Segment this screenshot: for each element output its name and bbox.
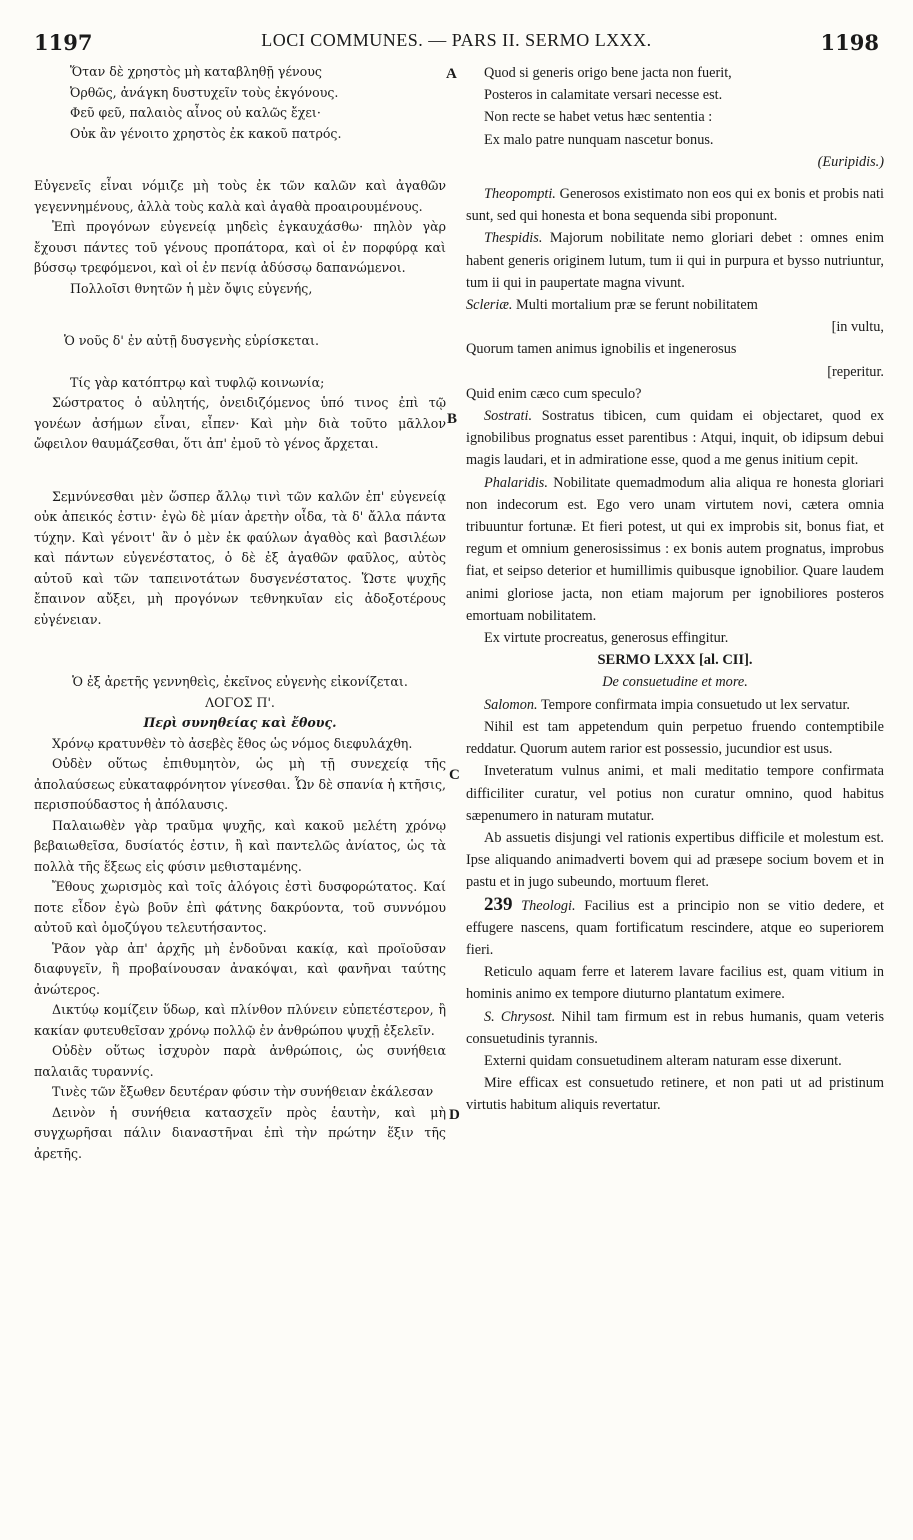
greek-paragraph: Τινὲς τῶν ἔξωθεν δευτέραν φύσιν τὴν συνήθειαν ἐκάλεσαν [52,1084,434,1099]
quid-line: Τίς γὰρ κατόπτρῳ καὶ τυφλῷ κοινωνία; [70,374,325,390]
sermo-heading: SERMO LXXX [al. CII]. [597,652,753,669]
author-label: Theologi. [521,897,576,914]
greek-paragraph: Ἔθους χωρισμὸς καὶ τοῖς ἀλόγοις ἐστὶ δυσφορώτατος. Καί ποτε εἶδον ἐγὼ βοῦν ἐπὶ φάτνης δακρύοντα, τοῦ συννόμου αὐτοῦ καὶ ὁμοζύγου τελευτήσαντος. [34,879,446,935]
running-title: LOCI COMMUNES. — PARS II. SERMO LXXX. [261,30,652,50]
verse-continuation: [reperitur. [827,363,884,380]
page-header [34,30,879,60]
verse-line: Ὅταν δὲ χρηστὸς μὴ καταβληθῇ γένους [70,64,322,79]
passage-text: Nihil tam firmum est in rebus humanis, quam veteris consuetudinis tyrannis. [466,1008,885,1047]
verse-line: Non recte se habet vetus hæc sententia : [484,109,713,126]
author-label: Scleriæ. [466,297,513,314]
section-marker-d: D [449,1107,460,1123]
passage-text: Tempore confirmata impia consuetudo ut lex servatur. [537,696,851,713]
scleriae-verse-2: Quorum tamen animus ignobilis et ingenerosus [466,341,737,358]
passage-text: Facilius est a principio non se vitio dedere, et effugere nascens, quam fortificatum rescindere, atque eo superiorem fieri. [466,897,884,958]
greek-paragraph: Δικτύῳ κομίζειν ὕδωρ, καὶ πλίνθον πλύνειν εὐπετέστερον, ἢ κακίαν φυτευθεῖσαν χρόνῳ πολλῷ ἐν ἀνθρώπου ψυχῇ ἐξελεῖν. [34,1002,446,1038]
scleriae-passage [466,294,884,316]
latin-paragraph: Inveteratum vulnus animi, et mali meditatio tempore confirmata difficiliter curatur, vel potius non curatur omnino, quod habitus sæpenumero in naturam mutatur. [466,763,884,824]
author-label: Sostrati. [484,408,533,425]
right-page-number: 1198 [820,30,879,55]
sermo-subheading: De consuetudine et more. [602,674,748,691]
phalaridis-passage: Σεμνύνεσθαι μὲν ὥσπερ ἄλλῳ τινὶ τῶν καλῶν ἐπ' εὐγενείᾳ οὐκ ἀπεικός ἐστιν· ἐγὼ δὲ μίαν ἀρετὴν οἶδα, τὰ δ' ἄλλα πάντα τύχην. Καὶ γένοιτ' ἂν ὁ μὲν ἐκ φαύλων ἀγαθὸς καὶ βασιλέων καὶ πάντων εὐγενέστατος, ὁ δὲ ἐξ ἀγαθῶν φαῦλος, αὐτὸς αὑτοῦ καὶ τῶν ταπεινοτάτων δυσγενέστατος. Ὥστε ψυχῆς ἔπαινον αὔξει, μὴ προγόνων τεθνηκυῖαν εἰς ἀδοξοτέρους εὐγένειαν. [34,488,446,627]
verse-line: Quod si generis origo bene jacta non fuerit, [484,65,732,81]
latin-paragraph: Mire efficax est consuetudo retinere, et non pati ut ad pristinum virtutis habitum aliquis revertatur. [466,1075,884,1114]
greek-paragraph: Παλαιωθὲν γὰρ τραῦμα ψυχῆς, καὶ κακοῦ μελέτη χρόνῳ βεβαιωθεῖσα, δυσίατός ἐστιν, ἢ καὶ παντελῶς ἀνίατος, ὡς τὰ πολλὰ τῆς ἕξεως εἰς φύσιν μεθισταμένης. [34,817,446,874]
thespidis-passage [466,227,884,294]
passage-text: Majorum nobilitate nemo gloriari debet : omnes enim habent generis originem lutum, tum ii qui in purpura et bysso nutriuntur, tum ii qui in paupertate magna vivunt. [466,230,884,291]
latin-paragraph [466,694,884,716]
passage-text: Sostratus tibicen, cum quidam ei objectaret, quod ex ignobilibus prognatus esset parentibus : Atqui, inquit, ob idipsum debui magis laudari, et in admiratione esse, quod a me genus initium cepit. [466,408,884,469]
theopompi-passage: Εὐγενεῖς εἶναι νόμιζε μὴ τοὺς ἐκ τῶν καλῶν καὶ ἀγαθῶν γεγεννημένους, ἀλλὰ τοὺς καλὰ καὶ ἀγαθὰ προαιρουμένους. [34,178,446,214]
theopompi-passage [466,183,884,227]
latin-paragraph [466,1006,884,1050]
sostrati-passage: Σώστρατος ὁ αὐλητής, ὀνειδιζόμενος ὑπό τινος ἐπὶ τῷ γονέων ἀσήμων εἶναι, εἶπεν· Καὶ μὴν διὰ τοῦτο μᾶλλον ὤφειλον θαυμάζεσθαι, ὅτι ἀπ' ἐμοῦ τὸ γένος ἄρχεται. [34,395,446,451]
latin-paragraph: Ab assuetis disjungi vel rationis expertibus difficile et molestum est. Ipse aliquando animadverti bovem qui ad præsepe socium bovem et in pastu et in jugo subeundo, mortuum fleret. [466,829,884,891]
greek-paragraph: Οὐδὲν οὕτως ἰσχυρὸν παρὰ ἀνθρώποις, ὡς συνήθεια παλαιᾶς τυραννίς. [34,1043,446,1079]
greek-paragraph: Χρόνῳ κρατυνθὲν τὸ ἀσεβὲς ἔθος ὡς νόμος διεφυλάχθη. [52,735,413,751]
quid-line: Quid enim cæco cum speculo? [466,385,642,402]
latin-column [466,62,884,1117]
verse-line: Οὐκ ἂν γένοιτο χρηστὸς ἐκ κακοῦ πατρός. [70,125,342,141]
latin-paragraph: Externi quidam consuetudinem alteram naturam esse dixerunt. [484,1052,842,1069]
greek-column [34,62,446,1164]
verse-line: Φεῦ φεῦ, παλαιὸς αἶνος οὐ καλῶς ἔχει· [70,105,321,120]
author-label: Salomon. [484,696,538,713]
scleriae-verse-2: Ὁ νοῦς δ' ἐν αὐτῇ δυσγενὴς εὑρίσκεται. [64,333,319,348]
sostrati-passage [466,405,884,472]
scleriae-verse-1: Πολλοῖσι θνητῶν ἡ μὲν ὄψις εὐγενής, [70,280,313,296]
verse-continuation: [in vultu, [831,319,884,336]
logos-subheading: Περὶ συνηθείας καὶ ἔθους. [143,715,337,730]
thespidis-passage: Ἐπὶ προγόνων εὐγενείᾳ μηδεὶς ἐγκαυχάσθω· πηλὸν γὰρ ἔχουσι πάντες τοῦ γένους προπάτορα, καὶ οἱ ἐν πορφύρᾳ καὶ βύσσῳ τρεφόμενοι, καὶ οἱ ἐν πενίᾳ ἀδύσσῳ δαπανώμενοι. [34,219,446,275]
greek-paragraph: Δεινὸν ἡ συνήθεια κατασχεῖν πρὸς ἑαυτὴν, καὶ μὴ συγχωρῆσαι πάλιν διαναστῆναι ἐπὶ τὴν πρώτην ἕξιν τῆς ἀρετῆς. [34,1104,446,1161]
greek-paragraph: Ῥᾶον γὰρ ἀπ' ἀρχῆς μὴ ἐνδοῦναι κακίᾳ, καὶ προϊοῦσαν διαφυγεῖν, ἢ προβαίνουσαν ἀνακόψαι, καὶ φανῆναι ταύτης ἀνώτερος. [34,940,446,997]
logos-heading: ΛΟΓΟΣ Π'. [205,694,275,710]
latin-paragraph [466,894,884,962]
ex-virtute-line: Ὁ ἐξ ἀρετῆς γεννηθεὶς, ἐκεῖνος εὐγενὴς εἰκονίζεται. [72,674,408,689]
passage-text: Generosos existimato non eos qui ex bonis et probis nati sunt, sed qui honesta et bona sequenda sibi proponunt. [466,186,884,225]
latin-paragraph: Reticulo aquam ferre et laterem lavare facilius est, quam vitium in hominis animo ex tempore diuturno plantatum eximere. [466,964,884,1003]
verse-line: Posteros in calamitate versari necesse est. [484,87,723,104]
column-number: 239 [484,893,513,915]
phalaridis-passage [466,472,884,627]
euripidis-attribution: (Euripidis.) [817,153,884,170]
verse-line: Ex malo patre nunquam nascetur bonus. [484,131,714,148]
author-label: Theopompti. [484,186,556,203]
ex-virtute-line: Ex virtute procreatus, generosus effingitur. [484,630,729,647]
section-marker-a: A [446,66,457,82]
section-marker-b: B [447,411,458,427]
left-page-number: 1197 [34,30,93,55]
passage-text: Nobilitate quemadmodum alia aliqua re honesta gloriari non indecorum est. Ego vero unam virtutem novi, cætera omnia tribuuntur fortunæ. Et fieri potest, ut qui ex improbis sit, bonus fiat, et regum et omnium generosissimus : ex bonis autem prognatus, improbus fiat, et seipso deterior et humillimis quibusque ignobilior. Quare laudem animi gloriose jacta, non etiam majorum per ignobiliores posteros emortuam nobilitatem. [466,474,884,624]
author-label: Thespidis. [484,230,543,247]
latin-paragraph: Nihil est tam appetendum quin perpetuo fruendo contemptibile reddatur. Quorum autem rarior est possessio, jucundior est usus. [466,718,884,758]
passage-text: Multi mortalium præ se ferunt nobilitatem [512,297,758,314]
author-label: S. Chrysost. [484,1008,556,1025]
author-label: Phalaridis. [484,474,548,491]
section-marker-c: C [449,767,460,783]
greek-paragraph: Οὐδὲν οὕτως ἐπιθυμητὸν, ὡς μὴ τῇ συνεχείᾳ τῆς ἀπολαύσεως εὐκαταφρόνητον γίνεσθαι. Ὧν δὲ σπανία ἡ κτῆσις, περισπούδαστος ἡ ἀπόλαυσις. [34,756,446,812]
verse-line: Ὀρθῶς, ἀνάγκη δυστυχεῖν τοὺς ἐκγόνους. [70,84,339,100]
